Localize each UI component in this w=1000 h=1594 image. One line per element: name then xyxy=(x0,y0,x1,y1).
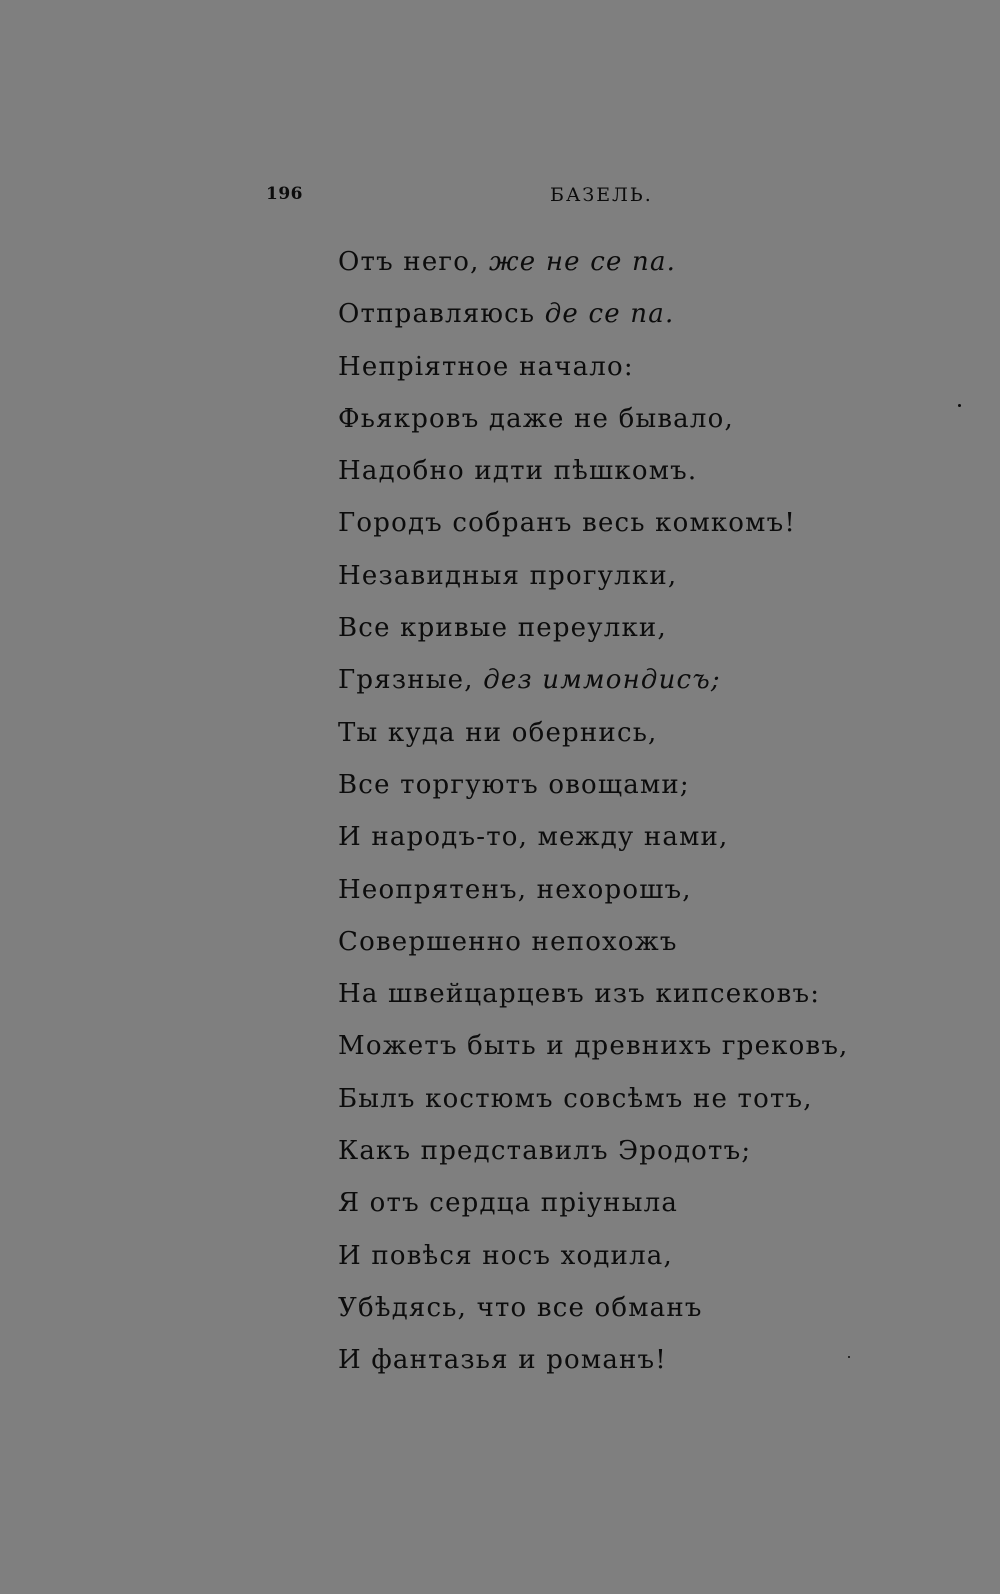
poem-line xyxy=(338,393,849,445)
line-italic: же не се па. xyxy=(489,247,677,277)
line-text: На швейцарцевъ изъ кипсековъ: xyxy=(338,979,821,1010)
line-text: Какъ представилъ Эродотъ; xyxy=(338,1136,752,1167)
poem-line xyxy=(338,1020,849,1072)
line-italic: де се па. xyxy=(544,299,675,330)
poem-line xyxy=(338,1334,849,1386)
page-number: 196 xyxy=(266,184,303,204)
poem-line xyxy=(338,236,849,288)
poem xyxy=(338,236,849,1387)
poem-line xyxy=(338,1282,849,1334)
line-text: Я отъ сердца пріуныла xyxy=(338,1188,679,1219)
line-text: Убѣдясь, что все обманъ xyxy=(338,1292,703,1323)
poem-line xyxy=(338,654,849,706)
line-text: Грязные, xyxy=(338,665,484,696)
poem-line xyxy=(338,445,849,497)
poem-line xyxy=(338,1230,849,1282)
poem-line xyxy=(338,341,849,393)
line-text: Совершенно непохожъ xyxy=(338,926,678,957)
poem-line xyxy=(338,1177,849,1229)
line-text: Фьякровъ даже не бывало, xyxy=(338,403,734,434)
line-text: Отъ него, xyxy=(338,247,490,277)
line-text: Все торгуютъ овощами; xyxy=(338,769,690,800)
scan-speck xyxy=(958,404,961,407)
poem-line xyxy=(338,811,849,863)
poem-line xyxy=(338,864,849,916)
poem-line xyxy=(338,497,849,549)
scan-speck xyxy=(848,1356,850,1358)
poem-line xyxy=(338,1073,849,1125)
poem-line xyxy=(338,602,849,654)
line-text: И фантазья и романъ! xyxy=(338,1345,667,1376)
poem-line xyxy=(338,759,849,811)
poem-line xyxy=(338,707,849,759)
poem-line xyxy=(338,550,849,602)
line-text: Все кривые переулки, xyxy=(338,613,667,644)
line-text: Незавидныя прогулки, xyxy=(338,560,678,591)
line-italic: дез иммондисъ; xyxy=(483,665,721,696)
running-head: БАЗЕЛЬ. xyxy=(550,184,653,206)
line-text: Отправляюсь xyxy=(338,299,545,330)
line-text: Ты куда ни обернись, xyxy=(338,717,658,748)
line-text: Можетъ быть и древнихъ грековъ, xyxy=(338,1031,849,1062)
line-text: Городъ собранъ весь комкомъ! xyxy=(338,508,796,539)
line-text: Неопрятенъ, нехорошъ, xyxy=(338,874,692,905)
poem-line xyxy=(338,1125,849,1177)
poem-line xyxy=(338,916,849,968)
poem-line xyxy=(338,968,849,1020)
line-text: Надобно идти пѣшкомъ. xyxy=(338,456,698,487)
poem-line xyxy=(338,288,849,340)
line-text: Непріятное начало: xyxy=(338,351,634,382)
line-text: И народъ-то, между нами, xyxy=(338,822,729,853)
line-text: Былъ костюмъ совсѣмъ не тотъ, xyxy=(338,1083,813,1114)
line-text: И повѣся носъ ходила, xyxy=(338,1240,673,1271)
